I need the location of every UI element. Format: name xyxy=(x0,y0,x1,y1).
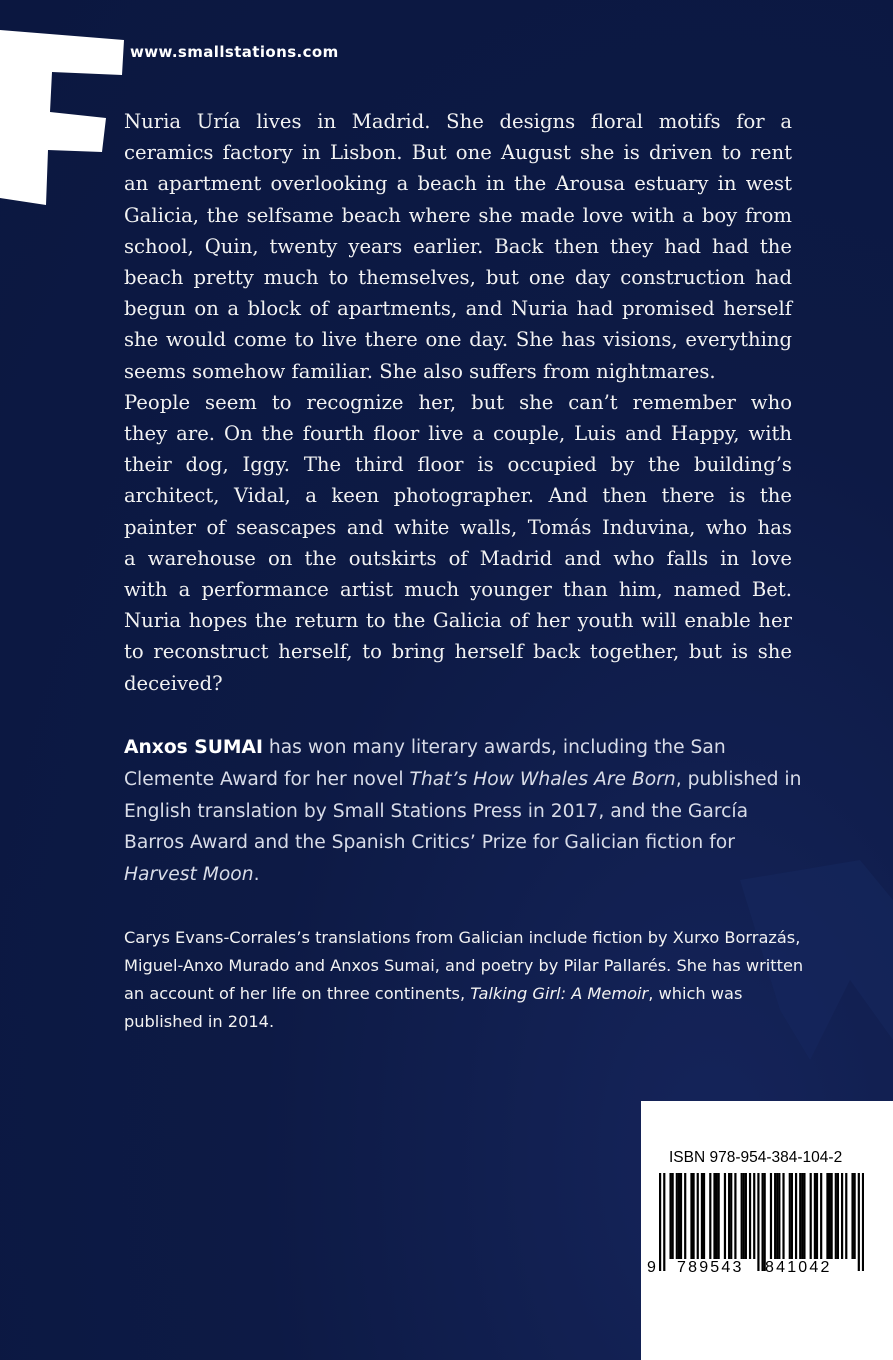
barcode-bar xyxy=(690,1173,692,1259)
barcode-bar xyxy=(831,1173,833,1259)
book-synopsis xyxy=(124,106,792,699)
author-name: Anxos SUMAI xyxy=(124,737,263,758)
barcode-bar xyxy=(795,1173,797,1259)
book-title: Talking Girl: A Memoir xyxy=(470,984,649,1003)
barcode-bar xyxy=(743,1173,745,1259)
isbn-label: ISBN 978-954-384-104-2 xyxy=(669,1149,843,1166)
barcode-bar xyxy=(669,1173,671,1259)
synopsis-line: an apartment overlooking a beach in the Arousa estuary in west xyxy=(124,172,792,196)
barcode-bar xyxy=(718,1173,720,1259)
barcode-bar xyxy=(799,1173,801,1259)
barcode-bar xyxy=(826,1173,828,1259)
barcode-digits-left: 789543 xyxy=(677,1259,744,1276)
barcode-bar xyxy=(713,1173,715,1259)
barcode-bar xyxy=(709,1173,711,1259)
barcode-bar xyxy=(854,1173,856,1259)
barcode-bar xyxy=(692,1173,694,1259)
barcode-bar xyxy=(791,1173,793,1259)
barcode-bar xyxy=(703,1173,705,1259)
barcode-icon xyxy=(659,1173,864,1271)
barcode-bar xyxy=(820,1173,822,1259)
synopsis-line: their dog, Iggy. The third floor is occupied by the building’s xyxy=(124,453,792,477)
synopsis-line: painter of seascapes and white walls, Tomás Induvina, who has xyxy=(124,515,792,539)
barcode-bar xyxy=(845,1173,847,1259)
barcode-bar xyxy=(663,1173,665,1271)
synopsis-line: they are. On the fourth floor live a couple, Luis and Happy, with xyxy=(124,422,792,446)
barcode-bar xyxy=(741,1173,743,1259)
barcode-bar xyxy=(684,1173,686,1259)
synopsis-line: school, Quin, twenty years earlier. Back then they had had the xyxy=(124,234,792,258)
barcode-bar xyxy=(810,1173,812,1259)
synopsis-line: to reconstruct herself, to bring herself back together, but is she xyxy=(124,640,792,664)
barcode-bar xyxy=(862,1173,864,1271)
barcode-bar xyxy=(753,1173,755,1259)
book-title: That’s How Whales Are Born xyxy=(409,768,676,790)
barcode-bar xyxy=(676,1173,678,1259)
synopsis-line: seems somehow familiar. She also suffers from nightmares. xyxy=(124,359,716,383)
barcode-bar xyxy=(828,1173,830,1259)
barcode-bar xyxy=(724,1173,726,1259)
isbn-barcode-box xyxy=(641,1101,893,1360)
barcode-bar xyxy=(678,1173,680,1259)
barcode-bar xyxy=(697,1173,699,1259)
barcode-bar xyxy=(770,1173,772,1259)
synopsis-line: a warehouse on the outskirts of Madrid and who falls in love xyxy=(124,546,792,570)
translator-bio: Carys Evans-Corrales’s translations from Galician include fiction by Xurxo Borrazás, Miguel-Anxo Murado and Anxos Sumai, and poetry by Pilar Pallarés. She has written an account of her life on three continents, Talking Girl: A Memoir, which was published in 2014. xyxy=(124,928,804,1031)
barcode-bar xyxy=(762,1173,764,1271)
book-title: Harvest Moon xyxy=(124,864,254,886)
barcode-bar xyxy=(734,1173,736,1259)
synopsis-line: People seem to recognize her, but she can’t remember who xyxy=(124,390,792,414)
barcode-bar xyxy=(776,1173,778,1259)
barcode-bar xyxy=(745,1173,747,1259)
barcode-bar xyxy=(659,1173,661,1271)
barcode-bar xyxy=(730,1173,732,1259)
synopsis-line: with a performance artist much younger than him, named Bet. xyxy=(124,578,792,602)
publisher-website: www.smallstations.com xyxy=(130,43,339,61)
barcode-bar xyxy=(757,1173,759,1271)
barcode-bar xyxy=(803,1173,805,1259)
synopsis-line: Nuria Uría lives in Madrid. She designs floral motifs for a xyxy=(124,110,792,133)
synopsis-line: beach pretty much to themselves, but one day construction had xyxy=(124,266,792,290)
synopsis-line: architect, Vidal, a keen photographer. And then there is the xyxy=(124,484,792,508)
synopsis-line: she would come to live there one day. She has visions, everything xyxy=(124,328,792,352)
barcode-bar xyxy=(728,1173,730,1259)
synopsis-line: deceived? xyxy=(124,671,223,695)
barcode-bar xyxy=(801,1173,803,1259)
synopsis-line: Galicia, the selfsame beach where she made love with a boy from xyxy=(124,203,792,227)
barcode-bar xyxy=(789,1173,791,1259)
barcode-digits-right: 841042 xyxy=(765,1259,832,1276)
barcode-bar xyxy=(814,1173,816,1259)
barcode-bar xyxy=(851,1173,853,1259)
barcode-bar xyxy=(715,1173,717,1259)
synopsis-line: begun on a block of apartments, and Nuria had promised herself xyxy=(124,297,792,321)
barcode-digit-first: 9 xyxy=(647,1259,656,1276)
barcode-bar xyxy=(816,1173,818,1259)
barcode-bar xyxy=(841,1173,843,1259)
barcode-bar xyxy=(837,1173,839,1259)
barcode-bar xyxy=(774,1173,776,1259)
barcode-bar xyxy=(680,1173,682,1259)
publisher-logo-icon xyxy=(0,0,124,205)
barcode-bar xyxy=(764,1173,766,1271)
barcode-bar xyxy=(749,1173,751,1259)
barcode-bar xyxy=(858,1173,860,1271)
barcode-bar xyxy=(778,1173,780,1259)
barcode-bar xyxy=(835,1173,837,1259)
synopsis-line: ceramics factory in Lisbon. But one August she is driven to rent xyxy=(124,141,792,165)
author-bio: Anxos SUMAI has won many literary awards, including the San Clemente Award for her novel That’s How Whales Are Born, published in English translation by Small Stations Press in 2017, and the García Barros Award and the Spanish Critics’ Prize for Galician fiction for Harvest Moon. xyxy=(124,737,802,886)
synopsis-line: Nuria hopes the return to the Galicia of her youth will enable her xyxy=(124,609,792,633)
barcode-bar xyxy=(701,1173,703,1259)
barcode-bar xyxy=(672,1173,674,1259)
barcode-bar xyxy=(782,1173,784,1259)
